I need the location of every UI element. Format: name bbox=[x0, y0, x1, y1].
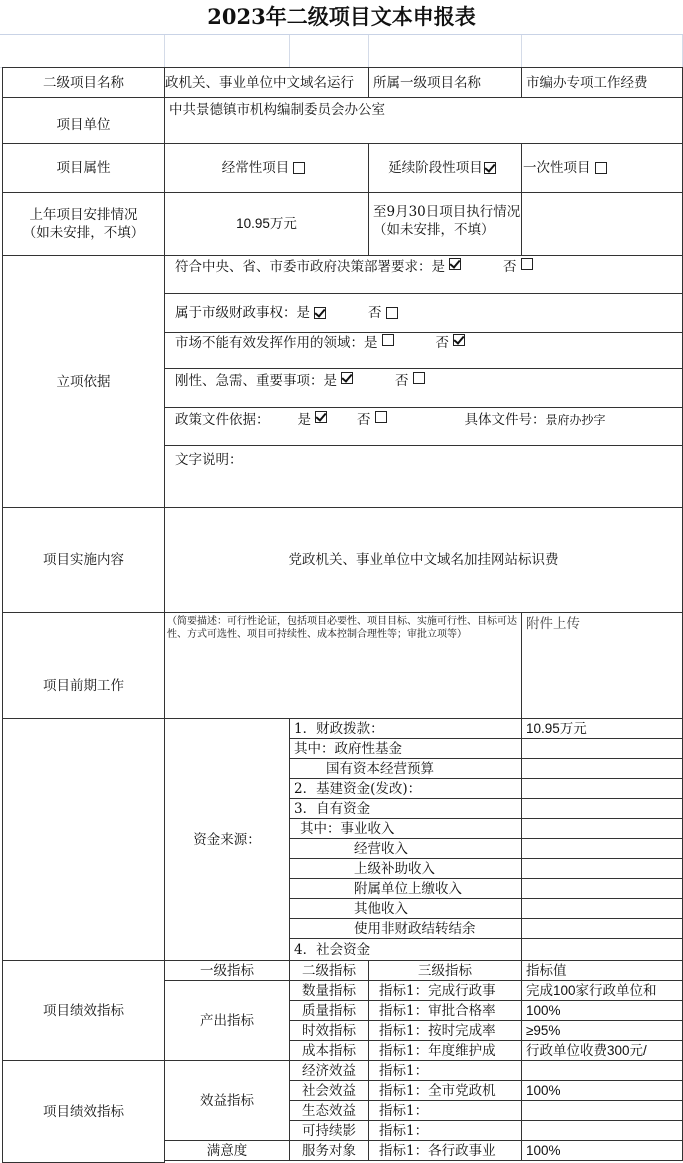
text-note-label: 文字说明： bbox=[175, 452, 243, 468]
prework-hint[interactable]: （简要描述：可行性论证，包括项目必要性、项目目标、实施可行性、目标可达性、方式可选性、项目可持续性、成本控制合理性等；审批立项等） bbox=[165, 613, 522, 719]
project-attr-label: 项目属性 bbox=[3, 144, 165, 193]
funding-source-value[interactable] bbox=[522, 879, 683, 899]
basis-item bbox=[165, 256, 683, 294]
no-label: 否 bbox=[395, 373, 409, 389]
funding-source-value[interactable] bbox=[522, 919, 683, 939]
prev-year-label: 上年项目安排情况（如未安排，不填） bbox=[3, 193, 165, 256]
funding-source-name: 上级补助收入 bbox=[290, 859, 522, 879]
empty-cell[interactable] bbox=[165, 35, 290, 68]
prework-label: 项目前期工作 bbox=[3, 613, 165, 719]
indicator-value[interactable]: ≥95% bbox=[522, 1021, 683, 1041]
yes-checkbox-checked[interactable] bbox=[449, 258, 461, 270]
project-name-label: 二级项目名称 bbox=[3, 68, 165, 98]
attr-option-label: 一次性项目 bbox=[523, 160, 591, 176]
yes-checkbox-checked[interactable] bbox=[314, 307, 326, 319]
attr-option-onetime[interactable] bbox=[522, 144, 683, 193]
empty-cell[interactable] bbox=[0, 35, 165, 68]
prev-year-value[interactable]: 10.95万元 bbox=[165, 193, 369, 256]
empty-cell[interactable] bbox=[522, 35, 683, 68]
header-level1: 一级指标 bbox=[165, 961, 290, 981]
no-checkbox[interactable] bbox=[375, 411, 387, 423]
funding-source-name: 3．自有资金 bbox=[290, 799, 522, 819]
funding-source-value[interactable] bbox=[522, 799, 683, 819]
level3-indicator[interactable]: 指标1：审批合格率 bbox=[369, 1001, 522, 1021]
funding-source-name: 国有资本经营预算 bbox=[290, 759, 522, 779]
perf-label-2: 项目绩效指标 bbox=[3, 1061, 165, 1163]
indicator-value[interactable] bbox=[522, 1121, 683, 1141]
level2-indicator: 经济效益 bbox=[290, 1061, 369, 1081]
perf-label: 项目绩效指标 bbox=[3, 961, 165, 1061]
funding-source-value[interactable] bbox=[522, 779, 683, 799]
yes-label: 是 bbox=[297, 412, 311, 428]
doc-number-label: 具体文件号： bbox=[464, 412, 546, 428]
level3-indicator[interactable]: 指标1：按时完成率 bbox=[369, 1021, 522, 1041]
funding-source-value[interactable] bbox=[522, 939, 683, 961]
basis-label: 立项依据 bbox=[3, 256, 165, 508]
funding-source-value[interactable]: 10.95万元 bbox=[522, 719, 683, 739]
output-indicator-label: 产出指标 bbox=[165, 981, 290, 1061]
level2-indicator: 数量指标 bbox=[290, 981, 369, 1001]
no-checkbox[interactable] bbox=[521, 258, 533, 270]
funding-source-name: 1．财政拨款： bbox=[290, 719, 522, 739]
basis-item-text: 刚性、急需、重要事项： bbox=[175, 373, 324, 389]
level3-indicator[interactable]: 指标1：年度维护成 bbox=[369, 1041, 522, 1061]
basis-item-text: 市场不能有效发挥作用的领域： bbox=[175, 335, 364, 351]
level3-indicator[interactable]: 指标1：全市党政机 bbox=[369, 1081, 522, 1101]
basis-item bbox=[165, 369, 683, 408]
basis-item-text: 属于市级财政事权： bbox=[175, 305, 297, 321]
no-checkbox[interactable] bbox=[386, 307, 398, 319]
checkbox-checked[interactable] bbox=[484, 162, 496, 174]
funding-source-name: 经营收入 bbox=[290, 839, 522, 859]
indicator-value[interactable] bbox=[522, 1101, 683, 1121]
no-label: 否 bbox=[368, 305, 382, 321]
empty-cell[interactable] bbox=[369, 35, 522, 68]
parent-project-label: 所属一级项目名称 bbox=[369, 68, 522, 98]
parent-project-value[interactable]: 市编办专项工作经费 bbox=[522, 68, 683, 98]
level2-indicator: 成本指标 bbox=[290, 1041, 369, 1061]
basis-item bbox=[165, 294, 683, 333]
funding-source-name: 4．社会资金 bbox=[290, 939, 522, 961]
no-label: 否 bbox=[435, 335, 449, 351]
level2-indicator: 时效指标 bbox=[290, 1021, 369, 1041]
text-note[interactable] bbox=[165, 446, 683, 508]
funding-source-name: 2．基建资金(发改)： bbox=[290, 779, 522, 799]
basis-item-text: 政策文件依据： bbox=[175, 412, 270, 428]
level2-indicator: 服务对象 bbox=[290, 1141, 369, 1161]
funding-source-value[interactable] bbox=[522, 759, 683, 779]
doc-number-value[interactable]: 景府办抄字 bbox=[545, 413, 606, 427]
level3-indicator[interactable]: 指标1： bbox=[369, 1121, 522, 1141]
indicator-value[interactable]: 100% bbox=[522, 1141, 683, 1161]
execution-value[interactable] bbox=[522, 193, 683, 256]
project-unit-label: 项目单位 bbox=[3, 98, 165, 144]
no-checkbox-checked[interactable] bbox=[453, 334, 465, 346]
project-unit-value[interactable]: 中共景德镇市机构编制委员会办公室 bbox=[165, 98, 683, 144]
benefit-indicator-label: 效益指标 bbox=[165, 1061, 290, 1141]
indicator-value[interactable]: 100% bbox=[522, 1001, 683, 1021]
checkbox-unchecked[interactable] bbox=[595, 162, 607, 174]
funding-source-value[interactable] bbox=[522, 859, 683, 879]
indicator-value[interactable]: 完成100家行政单位和 bbox=[522, 981, 683, 1001]
yes-label: 是 bbox=[296, 305, 310, 321]
level2-indicator: 质量指标 bbox=[290, 1001, 369, 1021]
form-title: 2023年二级项目文本申报表 bbox=[0, 0, 683, 35]
funding-source-value[interactable] bbox=[522, 899, 683, 919]
yes-checkbox-checked[interactable] bbox=[341, 372, 353, 384]
level2-indicator: 生态效益 bbox=[290, 1101, 369, 1121]
header-value: 指标值 bbox=[522, 961, 683, 981]
funding-label: 资金来源： bbox=[165, 719, 290, 961]
yes-label: 是 bbox=[364, 335, 378, 351]
level3-indicator[interactable]: 指标1：各行政事业 bbox=[369, 1141, 522, 1161]
attachment-upload[interactable]: 附件上传 bbox=[522, 613, 683, 719]
indicator-value[interactable]: 100% bbox=[522, 1081, 683, 1101]
content-label: 项目实施内容 bbox=[3, 508, 165, 613]
level3-indicator[interactable]: 指标1： bbox=[369, 1101, 522, 1121]
funding-source-value[interactable] bbox=[522, 739, 683, 759]
attr-option-label: 延续阶段性项目 bbox=[388, 160, 483, 176]
funding-source-value[interactable] bbox=[522, 839, 683, 859]
basis-item bbox=[165, 408, 683, 446]
attr-option-recurring[interactable] bbox=[165, 144, 369, 193]
yes-checkbox-checked[interactable] bbox=[315, 411, 327, 423]
level2-indicator: 可持续影 bbox=[290, 1121, 369, 1141]
checkbox-unchecked[interactable] bbox=[293, 162, 305, 174]
funding-source-name: 使用非财政结转结余 bbox=[290, 919, 522, 939]
attr-option-continuing[interactable] bbox=[369, 144, 522, 193]
indicator-value[interactable]: 行政单位收费300元/ bbox=[522, 1041, 683, 1061]
funding-source-name: 其中：事业收入 bbox=[290, 819, 522, 839]
funding-source-name: 附属单位上缴收入 bbox=[290, 879, 522, 899]
funding-source-value[interactable] bbox=[522, 819, 683, 839]
header-level3: 三级指标 bbox=[369, 961, 522, 981]
no-label: 否 bbox=[357, 412, 371, 428]
header-level2: 二级指标 bbox=[290, 961, 369, 981]
project-name-value[interactable]: 政机关、事业单位中文域名运行 bbox=[165, 68, 369, 98]
funding-blank bbox=[3, 719, 165, 961]
basis-item-text: 符合中央、省、市委市政府决策部署要求： bbox=[175, 259, 432, 275]
satisfaction-indicator-label: 满意度 bbox=[165, 1141, 290, 1161]
yes-label: 是 bbox=[431, 259, 445, 275]
content-value[interactable]: 党政机关、事业单位中文域名加挂网站标识费 bbox=[165, 508, 683, 613]
basis-item bbox=[165, 333, 683, 369]
funding-source-name: 其中：政府性基金 bbox=[290, 739, 522, 759]
yes-checkbox[interactable] bbox=[382, 334, 394, 346]
level3-indicator[interactable]: 指标1： bbox=[369, 1061, 522, 1081]
empty-cell[interactable] bbox=[290, 35, 369, 68]
level2-indicator: 社会效益 bbox=[290, 1081, 369, 1101]
yes-label: 是 bbox=[323, 373, 337, 389]
attr-option-label: 经常性项目 bbox=[221, 160, 290, 176]
no-label: 否 bbox=[503, 259, 517, 275]
funding-source-name: 其他收入 bbox=[290, 899, 522, 919]
execution-label: 至9月30日项目执行情况（如未安排，不填） bbox=[369, 193, 522, 256]
no-checkbox[interactable] bbox=[413, 372, 425, 384]
indicator-value[interactable] bbox=[522, 1061, 683, 1081]
level3-indicator[interactable]: 指标1：完成行政事 bbox=[369, 981, 522, 1001]
